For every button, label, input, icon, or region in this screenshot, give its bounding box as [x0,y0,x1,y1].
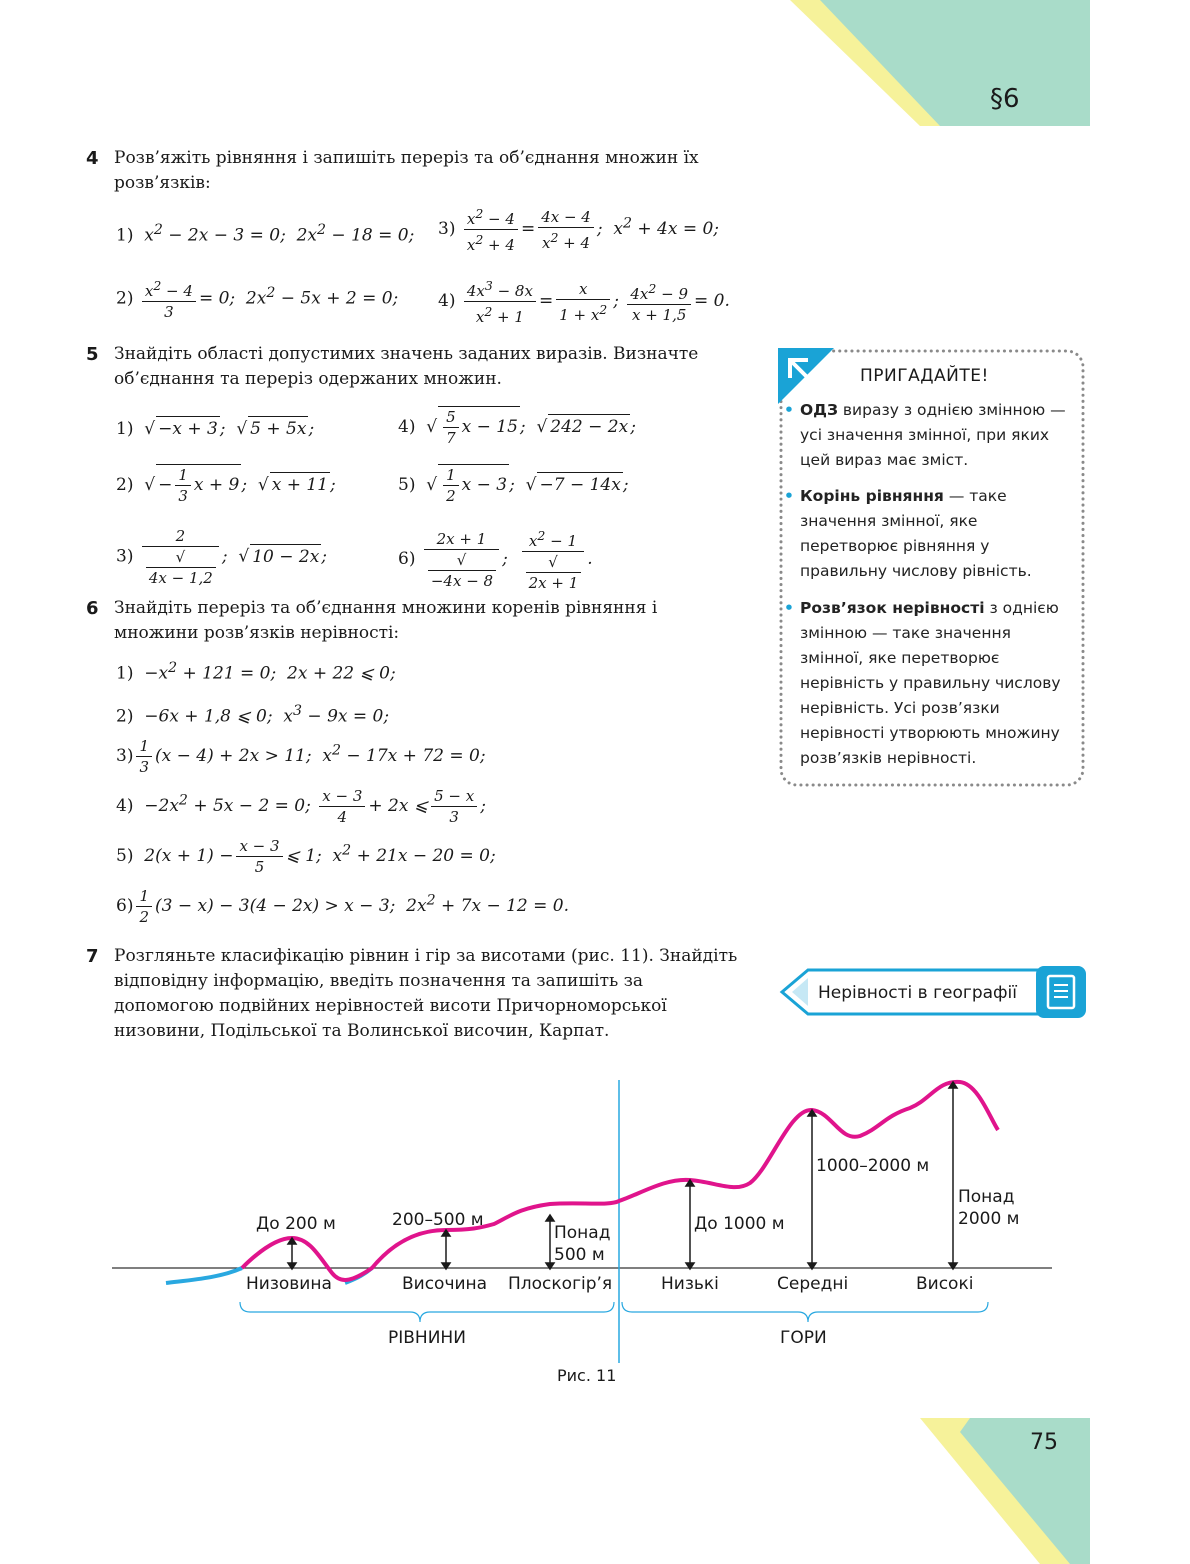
task-6-item-4: $4) -2x^2 + 5x - 2 = 0$; $\frac{x - 3}{4}$ + 2x ⩽ $\frac{5 - x}{3}$ ; [116,787,486,826]
task-text: Розв’яжіть рівняння і запишіть переріз та об’єднання множин їх розв’язків: [114,148,699,193]
task-6-item-6: 6) $\frac{1}{2}$ (3 − x) − 3(4 − 2x) > x − 3; $2x^2 + 7x - 12 = 0$. [116,887,570,926]
task-5-item-1: 1) √ −x + 3 ; √ 5 + 5x ; [116,416,314,442]
task-5-item-3: 3) 2 √ 4x − 1,2 ; √ 10 − 2x ; [116,527,328,587]
bottom-corner-decoration [920,1418,1090,1564]
task-4-item-2: 2) $\frac{x^2 - 4}{3}$ = 0; $2x^2 - 5x + 2 = 0$; [116,278,399,321]
group-plains: РІВНИНИ [388,1328,466,1348]
figure-11 [110,1078,1060,1378]
height-label-lowland: До 200 м [256,1214,336,1234]
geography-link[interactable] [778,964,1088,1020]
task-7 [86,944,746,1074]
task-5-item-4: 4) √ $\frac{5}{7}$ x − 15 ; √ 242 − 2x ; [398,408,636,447]
height-label-plateau: Понад 500 м [554,1223,611,1265]
task-text: Знайдіть області допустимих значень заданих виразів. Визначте об’єднання та переріз одержаних множин. [114,344,699,389]
remember-item-root: • Корінь рівняння — таке значення змінної, яке перетворює рівняння у правильну числову рівність. [784,487,1032,580]
remember-box [778,348,1086,788]
task-number: 4 [86,148,99,169]
height-label-high-mountains: Понад 2000 м [958,1187,1020,1229]
task-5-item-6: 6) 2x + 1 √ −4x − 8 ; $x^2 - 1$ √ 2x + 1 . [398,528,593,592]
task-text: Розгляньте класифікацію рівнин і гір за висотами (рис. 11). Знайдіть відповідну інформацію, введіть позначення та запишіть за допомогою подвійних нерівностей висоти Причорноморської низовини, Подільської та Волинської височин, Карпат. [114,946,738,1041]
task-6-item-2: 2) −6x + 1,8 ⩽ 0; $x^3 - 9x = 0$; [116,703,390,727]
remember-arrow-icon [778,348,834,404]
task-4-item-3: 3) $\frac{x^2 - 4}{x^2 + 4}$ = $\frac{4x - 4}{x^2 + 4}$ ; $x^2 + 4x = 0$; [438,206,720,254]
task-6-item-5: 5) 2(x + 1) − $\frac{x - 3}{5}$ ⩽ 1; $x^2 + 21x - 20 = 0$; [116,837,496,876]
page-number: 75 [1030,1430,1058,1455]
task-5 [86,342,746,592]
task-text: Знайдіть переріз та об’єднання множини коренів рівняння і множини розв’язків нерівності: [114,598,658,643]
category-low-mountains: Низькі [661,1274,719,1294]
group-mountains: ГОРИ [780,1328,827,1348]
task-5-item-5: 5) √ $\frac{1}{2}$ x − 3 ; √ −7 − 14x ; [398,466,629,505]
geography-link-label: Нерівності в географії [818,983,1018,1003]
figure-caption: Рис. 11 [557,1366,617,1385]
task-4 [86,146,746,336]
task-number: 6 [86,598,99,619]
height-label-low-mountains: До 1000 м [694,1214,785,1234]
category-plateau: Плоскогір’я [508,1274,613,1294]
remember-title: ПРИГАДАЙТЕ! [860,366,989,386]
section-number: §6 [990,84,1020,114]
remember-item-odz: • ОДЗ виразу з однією змінною — усі значення змінної, при яких цей вираз має зміст. [784,401,1066,469]
top-corner-decoration [780,0,1090,126]
book-icon [1036,966,1086,1018]
category-middle-mountains: Середні [777,1274,849,1294]
task-6-item-3: 3) $\frac{1}{3}$ (x − 4) + 2x > 11; $x^2 - 17x + 72 = 0$; [116,737,486,776]
task-5-item-2: 2) √ − $\frac{1}{3}$ x + 9 ; √ x + 11 ; [116,466,336,505]
category-high-mountains: Високі [916,1274,974,1294]
task-number: 7 [86,946,99,967]
task-4-item-1: 1) $x^2 - 2x - 3 = 0$; $2x^2 - 18 = 0$; [116,222,415,246]
height-label-upland: 200–500 м [392,1210,484,1230]
category-upland: Височина [402,1274,488,1294]
task-4-item-4: 4) $\frac{4x^3 - 8x}{x^2 + 1}$ = $\frac{x}{1 + x^2}$ ; $\frac{4x^2 - 9}{x + 1,5}$ = 0. [438,278,730,326]
task-6 [86,596,746,932]
task-6-item-1: $1) -x^2 + 121 = 0$; 2x + 22 ⩽ 0; [116,660,396,684]
remember-item-solution: • Розв’язок нерівності з однією змінною — таке значення змінної, яке перетворює нерівність у правильну числову нерівність. Усі розв’язки нерівності утворюють множину розв’язків нерівності. [784,599,1061,767]
category-lowland: Низовина [246,1274,332,1294]
height-label-middle-mountains: 1000–2000 м [816,1156,930,1176]
task-number: 5 [86,344,99,365]
